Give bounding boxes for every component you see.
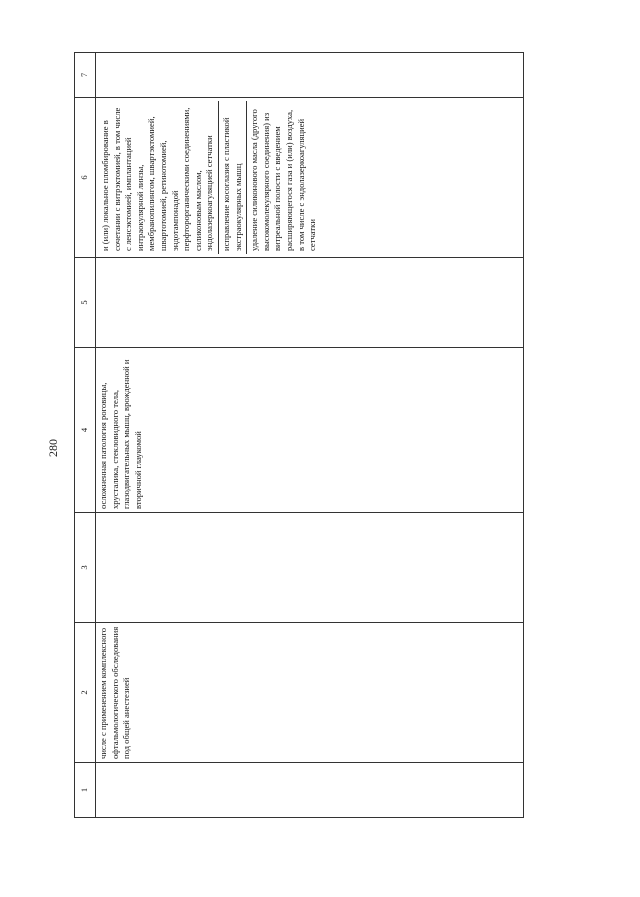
table-header-row <box>75 53 96 818</box>
header-col-1: 1 <box>75 763 96 818</box>
header-col-7: 7 <box>75 53 96 98</box>
header-col-6: 6 <box>75 98 96 258</box>
cell-col-2: числе с применением комплексного офтальмологического обследования под общей анестезией <box>96 623 524 763</box>
cell-col-4: осложненная патология роговицы, хрусталика, стекловидного тела, глазодвигательных мышц, врожденной и вторичной глаукомой <box>96 348 524 513</box>
rotated-table-container <box>74 53 524 818</box>
header-col-3: 3 <box>75 513 96 623</box>
treatment-method-2: исправление косоглазия с пластикой экстраокулярных мышц <box>219 101 247 254</box>
cell-col-1 <box>96 763 524 818</box>
cell-col-3 <box>96 513 524 623</box>
page-number: 280 <box>46 439 60 457</box>
treatment-method-1: и (или) локальное пломбирование в сочетании с витрэктомией, в том числе с ленсэктомией, имплантацией интраокулярной линзы, мембранопилингом, швартэктомией, швартотомией, ретинотомией, эндотампонадой перфторорганическими соединениями, силиконовым маслом, эндолазеркоагуляцией сетчатки <box>98 101 219 254</box>
procedures-table <box>74 52 524 818</box>
cell-col-5 <box>96 258 524 348</box>
table-row <box>96 53 524 818</box>
treatment-method-3: удаление силиконового масла (другого высокомолекулярного соединения) из витреальной полости с введением расширяющегося газа и (или) воздуха, в том числе с эндолазеркоагуляцией сетчатки <box>249 109 318 251</box>
header-col-5: 5 <box>75 258 96 348</box>
cell-col-7 <box>96 53 524 98</box>
cell-col-6 <box>96 98 524 258</box>
header-col-2: 2 <box>75 623 96 763</box>
header-col-4: 4 <box>75 348 96 513</box>
